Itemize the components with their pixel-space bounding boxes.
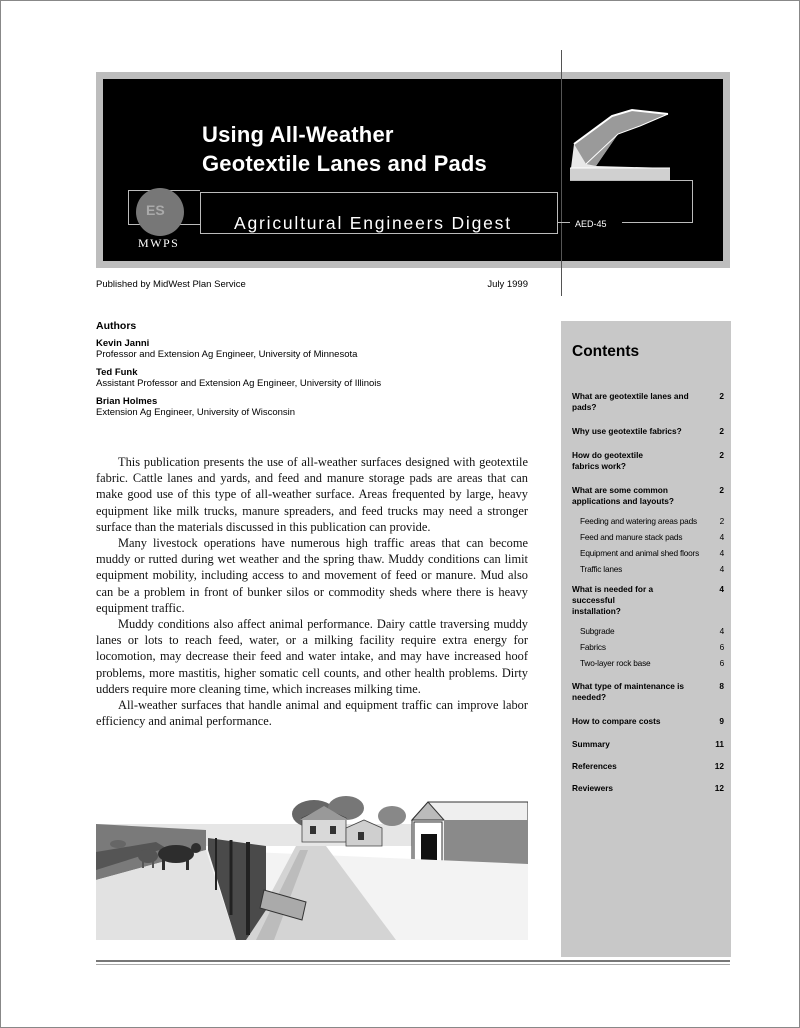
contents-panel	[561, 321, 731, 957]
logo-mark: ES	[146, 202, 165, 218]
author-name: Brian Holmes	[96, 396, 158, 407]
toc-subitem[interactable]: Traffic lanes 4	[580, 564, 724, 574]
body-text	[96, 454, 528, 729]
toc-item[interactable]: How do geotextile fabrics work? 2	[572, 450, 724, 471]
publication-line	[96, 279, 528, 290]
crop-mark	[561, 50, 562, 296]
contents-title: Contents	[572, 343, 640, 360]
toc-item[interactable]: Reviewers 12	[572, 783, 724, 793]
document-title	[202, 120, 487, 178]
geotextile-lane-illustration	[566, 104, 676, 184]
toc-item[interactable]: What are some common applications and layouts? 2	[572, 485, 724, 506]
toc-subitem[interactable]: Subgrade 4	[580, 626, 724, 636]
title-line-1: Using All-Weather	[202, 122, 394, 147]
paragraph: Muddy conditions also affect animal performance. Dairy cattle traversing muddy lanes or lots to reach feed, water, or a milking facility require extra energy for locomotion, may decrease their feed and water intake, and may have increased hoof problems, more mastitis, higher somatic cell counts, and other health problems. Dirty udders require more cleaning time, which increases milking time.	[96, 617, 528, 696]
authors-section	[96, 320, 536, 425]
footer-rule	[96, 964, 730, 965]
toc-item[interactable]: References 12	[572, 761, 724, 771]
toc-subitem[interactable]: Fabrics 6	[580, 642, 724, 652]
paragraph: All-weather surfaces that handle animal and equipment traffic can improve labor efficiency and animal performance.	[96, 698, 528, 729]
publication-code: AED-45	[575, 219, 607, 229]
logo-text: MWPS	[138, 236, 180, 250]
banner-rule	[558, 222, 570, 223]
toc-item[interactable]: What is needed for a successful installation? 4	[572, 584, 724, 616]
toc-subitem[interactable]: Two-layer rock base 6	[580, 658, 724, 668]
banner-rule	[128, 190, 129, 224]
toc-item[interactable]: Why use geotextile fabrics? 2	[572, 426, 724, 436]
toc-subitem[interactable]: Feeding and watering areas pads 2	[580, 516, 724, 526]
banner-rule	[622, 222, 692, 223]
toc-subitem[interactable]: Equipment and animal shed floors 4	[580, 548, 724, 558]
publisher: Published by MidWest Plan Service	[96, 279, 246, 290]
toc-item[interactable]: How to compare costs 9	[572, 716, 724, 726]
author-role: Assistant Professor and Extension Ag Engineer, University of Illinois	[96, 378, 382, 389]
paragraph: Many livestock operations have numerous high traffic areas that can become muddy or rutted during wet weather and the spring thaw. Muddy conditions can limit equipment mobility, including access to and movement of feed or manure. Mud also can be a problem in front of bunker silos or commodity sheds where there is heavy equipment traffic.	[96, 536, 528, 615]
toc-item[interactable]: What type of maintenance is needed? 8	[572, 681, 724, 702]
title-line-2: Geotextile Lanes and Pads	[202, 151, 487, 176]
farm-illustration	[96, 790, 528, 940]
toc-item[interactable]: What are geotextile lanes and pads? 2	[572, 391, 724, 412]
series-label: Agricultural Engineers Digest	[234, 213, 512, 233]
toc-subitem[interactable]: Feed and manure stack pads 4	[580, 532, 724, 542]
banner-rule	[692, 180, 693, 223]
author-name: Kevin Janni	[96, 338, 150, 349]
toc-item[interactable]: Summary 11	[572, 739, 724, 749]
publication-date: July 1999	[487, 279, 528, 290]
author-role: Extension Ag Engineer, University of Wisconsin	[96, 407, 296, 418]
author-name: Ted Funk	[96, 367, 138, 378]
paragraph: This publication presents the use of all-weather surfaces designed with geotextile fabric. Cattle lanes and yards, and feed and manure storage pads are areas that can make good use of this type of all-weather surface. Areas frequented by large, heavy equipment like milk trucks, manure spreaders, and feed trucks may need a stronger surface than the materials discussed in this publication can provide.	[96, 455, 528, 534]
toc-list	[572, 391, 724, 794]
author-role: Professor and Extension Ag Engineer, University of Minnesota	[96, 349, 358, 360]
authors-heading: Authors	[96, 320, 137, 332]
footer-rule	[96, 960, 730, 962]
